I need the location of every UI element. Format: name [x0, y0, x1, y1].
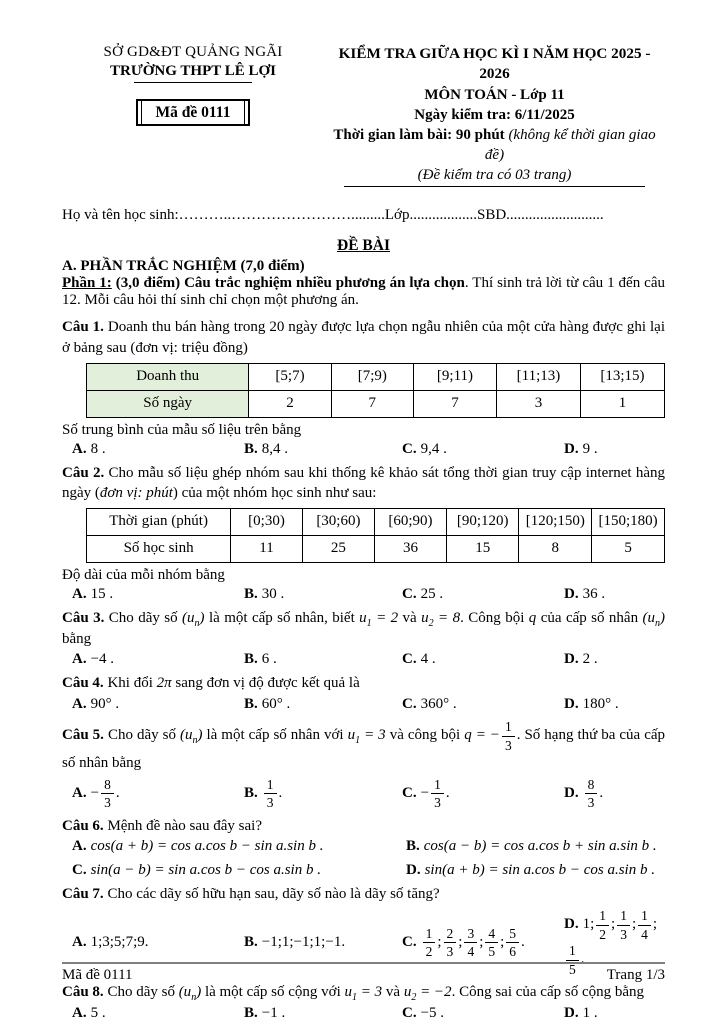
option-a: [72, 586, 244, 603]
option-d: [564, 1005, 665, 1022]
option-letter: B.: [244, 1004, 258, 1021]
question-8-stem: [62, 982, 665, 1003]
question-2-text: Cho mẫu số liệu ghép nhóm sau khi thống kê khảo sát tổng thời gian truy cập internet hàng ngày (: [62, 464, 665, 502]
option-value: 2 .: [582, 651, 598, 668]
question-6-options: [62, 838, 665, 879]
question-5-text4: . Số hạng thứ ba của cấp số nhân bằng: [62, 726, 666, 771]
part1-bold: (3,0 điểm) Câu trắc nghiệm nhiều phương án lựa chọn: [111, 275, 465, 292]
question-4-label: Câu 4.: [62, 675, 104, 692]
student-info-line: Họ và tên học sinh:………..…………………….........Lớp..................SBD..........................: [62, 207, 604, 224]
option-c: [402, 696, 564, 713]
table-cell: [150;180): [592, 508, 665, 535]
footer-exam-code: Mã đề 0111: [62, 967, 133, 983]
table-cell: 3: [497, 390, 581, 417]
question-7-text: Cho các dãy số hữu hạn sau, dãy số nào là dãy số tăng?: [107, 886, 440, 903]
question-7-stem: [62, 884, 665, 905]
option-letter: A.: [72, 784, 87, 801]
fraction: $\frac{1}{5}$: [566, 943, 579, 976]
exam-code-box: [136, 99, 250, 126]
exam-title-line2: MÔN TOÁN - Lớp 11: [424, 86, 565, 103]
exam-date-line: Ngày kiểm tra: 6/11/2025: [414, 106, 575, 123]
option-letter: B.: [244, 696, 258, 712]
question-2-stem2: Độ dài của mỗi nhóm bằng: [62, 566, 225, 583]
option-value: 30 .: [261, 585, 285, 602]
option-a: [72, 651, 244, 668]
option-letter: C.: [402, 440, 417, 457]
question-5-text3: và công bội: [385, 726, 465, 743]
option-c: [402, 441, 564, 458]
table-cell: [120;150): [519, 508, 592, 535]
math-q: q: [528, 609, 537, 626]
option-value: 90° .: [90, 696, 120, 712]
option-c: [402, 1005, 564, 1022]
table-cell: 5: [592, 535, 665, 562]
question-1-text: Doanh thu bán hàng trong 20 ngày được lựa chọn ngẫu nhiên của một cửa hàng được ghi lại ở bảng sau (đơn vị: triệu đồng): [62, 319, 665, 356]
option-letter: B.: [244, 440, 258, 457]
table-cell: 1: [580, 390, 664, 417]
option-letter: C.: [402, 933, 417, 950]
exam-body-title: ĐỀ BÀI: [337, 237, 390, 255]
option-value: 9 .: [582, 440, 598, 457]
q1-table-row-label: Số ngày: [87, 390, 249, 417]
separator: ;: [611, 916, 616, 932]
question-2-stem: [62, 463, 665, 504]
duration-note: (không kể thời gian giao đề): [484, 126, 656, 163]
option-c: [402, 586, 564, 603]
option-letter: B.: [244, 933, 258, 950]
header-rule: [344, 186, 644, 187]
part1-rest: . Thí sinh trả lời từ câu 1 đến câu 12. Mỗi câu hỏi thí sinh chỉ chọn một phương án.: [62, 275, 665, 309]
fraction: $\frac{1}{3}$: [431, 777, 444, 810]
option-a: [72, 696, 244, 713]
option-a: [72, 776, 244, 811]
option-b: [244, 776, 402, 811]
table-cell: [30;60): [302, 508, 374, 535]
question-5-text: Cho dãy số: [107, 726, 180, 743]
option-value: 5 .: [90, 1004, 106, 1021]
question-6-text: Mệnh đề nào sau đây sai?: [107, 817, 262, 834]
option-value: −5 .: [420, 1004, 445, 1021]
question-1-stem: [62, 317, 665, 358]
fraction: $\frac{2}{3}$: [444, 926, 457, 959]
option-value: −1 .: [261, 1004, 286, 1021]
option-letter: D.: [564, 916, 579, 932]
fraction: $\frac{1}{4}$: [638, 908, 651, 941]
question-5-stem: [62, 718, 665, 774]
option-letter: C.: [402, 696, 417, 712]
q1-table-row-label: Doanh thu: [87, 363, 249, 390]
table-cell: 36: [374, 535, 446, 562]
question-3-stem: [62, 608, 665, 649]
question-1-label: Câu 1.: [62, 319, 104, 336]
option-letter: D.: [406, 862, 421, 879]
table-cell: 25: [302, 535, 374, 562]
question-3-text: Cho dãy số: [108, 609, 183, 626]
option-value: −4 .: [90, 651, 115, 668]
option-letter: C.: [72, 862, 87, 879]
q1-table-header-row: [87, 363, 665, 390]
question-8-text3: và: [382, 984, 404, 1001]
question-3-text3: và: [398, 609, 422, 626]
header-right: [324, 44, 665, 187]
option-value: 36 .: [582, 585, 606, 602]
option-letter: A.: [72, 696, 87, 712]
question-3-text4: . Công bội: [460, 609, 529, 626]
option-value: 25 .: [420, 585, 444, 602]
exam-code-label: Mã đề 0111: [141, 100, 246, 125]
option-letter: A.: [72, 440, 87, 457]
fraction: $\frac{8}{3}$: [101, 777, 114, 810]
option-c: [402, 925, 564, 960]
option-b: [244, 586, 402, 603]
table-cell: [5;7): [249, 363, 331, 390]
question-8-text2: là một cấp số cộng với: [201, 984, 345, 1001]
question-1-stem2: Số trung bình của mẫu số liệu trên bằng: [62, 421, 302, 438]
q1-table: [86, 363, 665, 418]
q2-table-row-label: Số học sinh: [87, 535, 231, 562]
question-2-options: [62, 586, 665, 603]
math-u2: $u_2 = 8$: [421, 609, 461, 629]
math-u1: $u_1 = 3$: [347, 726, 386, 746]
option-letter: C.: [402, 1004, 417, 1021]
option-d: [564, 651, 665, 668]
option-value: 180° .: [582, 696, 619, 712]
q2-table-data-row: [87, 535, 665, 562]
table-cell: 8: [519, 535, 592, 562]
header-left: [62, 44, 324, 187]
option-letter: B.: [244, 651, 258, 668]
option-value: cos(a + b) = cos a.cos b − sin a.sin b .: [90, 838, 324, 855]
option-end: .: [521, 933, 525, 950]
question-5-label: Câu 5.: [62, 726, 104, 743]
option-value: sin(a + b) = sin a.cos b − cos a.sin b .: [424, 862, 655, 879]
separator: ;: [500, 933, 505, 950]
option-end: .: [580, 951, 585, 967]
exam-duration-line: [324, 125, 665, 165]
option-end: .: [445, 784, 450, 801]
option-value: sin(a − b) = sin a.cos b − cos a.sin b .: [90, 862, 321, 879]
math-2pi: 2π: [156, 675, 172, 692]
math-un2: $(u_n)$: [642, 609, 666, 629]
fraction: $\frac{4}{5}$: [485, 926, 498, 959]
option-letter: D.: [564, 784, 579, 801]
option-letter: B.: [406, 838, 420, 855]
math-un: $(u_n)$: [182, 609, 205, 629]
option-b: [244, 651, 402, 668]
option-a: [72, 441, 244, 458]
question-5-text2: là một cấp số nhân với: [202, 726, 348, 743]
table-cell: 15: [447, 535, 519, 562]
separator: ;: [479, 933, 484, 950]
option-d: [406, 862, 665, 879]
option-letter: A.: [72, 933, 87, 950]
question-3-text5: của cấp số nhân: [536, 609, 643, 626]
option-d: [564, 696, 665, 713]
question-3-text2: là một cấp số nhân, biết: [204, 609, 360, 626]
option-letter: D.: [564, 440, 579, 457]
exam-title-line1: KIỂM TRA GIỮA HỌC KÌ I NĂM HỌC 2025 - 2026: [338, 45, 651, 83]
option-c: [402, 776, 564, 811]
question-2-unit: đơn vị: phút: [99, 485, 173, 502]
option-value: 360° .: [420, 696, 457, 712]
fraction: $\frac{5}{6}$: [506, 926, 519, 959]
question-8-text: Cho dãy số: [107, 984, 179, 1001]
school-name: TRƯỜNG THPT LÊ LỢI: [109, 63, 276, 79]
option-value: 1 .: [582, 1004, 598, 1021]
table-cell: 2: [249, 390, 331, 417]
option-value: 15 .: [90, 585, 114, 602]
table-cell: [90;120): [447, 508, 519, 535]
table-cell: [7;9): [331, 363, 413, 390]
option-value: 8 .: [90, 440, 106, 457]
question-3-text6: bằng: [62, 630, 92, 647]
question-6-label: Câu 6.: [62, 817, 104, 834]
question-4-stem: [62, 673, 665, 694]
option-letter: C.: [402, 784, 417, 801]
question-2-text2: ) của một nhóm học sinh như sau:: [172, 485, 377, 502]
duration-bold: Thời gian làm bài: 90 phút: [333, 126, 505, 143]
option-b: [244, 696, 402, 713]
q1-table-data-row: [87, 390, 665, 417]
q2-table-row-label: Thời gian (phút): [87, 508, 231, 535]
page-footer: [62, 962, 665, 984]
table-cell: [60;90): [374, 508, 446, 535]
option-d: [564, 776, 665, 811]
option-value: 1;3;5;7;9.: [90, 933, 149, 950]
option-letter: B.: [244, 784, 258, 801]
question-8-options: [62, 1005, 665, 1022]
option-a: [72, 838, 406, 855]
option-end: .: [599, 784, 604, 801]
fraction: $\frac{3}{4}$: [464, 926, 477, 959]
option-letter: A.: [72, 1004, 87, 1021]
option-b: [406, 838, 665, 855]
question-4-text: Khi đổi: [107, 675, 157, 692]
fraction: $\frac{1}{2}$: [596, 908, 609, 941]
option-d: [564, 586, 665, 603]
option-letter: A.: [72, 651, 87, 668]
option-end: .: [115, 784, 120, 801]
option-letter: D.: [564, 585, 579, 602]
table-cell: 7: [413, 390, 496, 417]
separator: ;: [652, 916, 658, 932]
option-b: [244, 441, 402, 458]
option-value: −1;1;−1;1;−1.: [261, 933, 346, 950]
math-q-eq: q = −: [464, 726, 500, 743]
option-value: 4 .: [420, 651, 436, 668]
footer-page-number: Trang 1/3: [606, 967, 665, 983]
option-value: 8,4 .: [261, 440, 289, 457]
option-letter: D.: [564, 651, 579, 668]
option-b: [244, 1005, 402, 1022]
question-3-options: [62, 651, 665, 668]
fraction: $\frac{1}{3}$: [617, 908, 630, 941]
question-1-options: [62, 441, 665, 458]
fraction-sign: −: [90, 784, 100, 801]
option-letter: B.: [244, 585, 258, 602]
question-5-options: [62, 776, 665, 811]
option-value: 6 .: [261, 651, 277, 668]
separator: ;: [437, 933, 442, 950]
option-letter: C.: [402, 651, 417, 668]
question-7-label: Câu 7.: [62, 886, 104, 903]
math-u2: $u_2 = -2$: [403, 984, 452, 1004]
table-cell: [0;30): [231, 508, 303, 535]
fraction: $\frac{1}{3}$: [264, 777, 277, 810]
exam-header: [62, 44, 665, 187]
separator: ;: [458, 933, 463, 950]
table-cell: [11;13): [497, 363, 581, 390]
question-8-label: Câu 8.: [62, 984, 104, 1001]
q2-table: [86, 508, 665, 563]
question-4-options: [62, 696, 665, 713]
section-a-heading: A. PHẦN TRẮC NGHIỆM (7,0 điểm): [62, 258, 305, 275]
math-u1: $u_1 = 2$: [359, 609, 399, 629]
option-letter: A.: [72, 585, 87, 602]
option-letter: C.: [402, 585, 417, 602]
option-value: 9,4 .: [420, 440, 447, 457]
question-6-stem: [62, 816, 665, 837]
department-name: SỞ GD&ĐT QUẢNG NGÃI: [103, 44, 283, 60]
part1-intro: [62, 275, 665, 309]
q2-table-header-row: [87, 508, 665, 535]
pages-note: (Đề kiểm tra có 03 trang): [417, 167, 572, 184]
option-letter: A.: [72, 838, 87, 855]
question-4-text2: sang đơn vị độ được kết quả là: [171, 675, 360, 692]
math-un: $(u_n)$: [178, 984, 202, 1004]
fraction: $\frac{1}{3}$: [502, 719, 515, 752]
table-cell: 11: [231, 535, 303, 562]
option-a: [72, 1005, 244, 1022]
part1-label: Phần 1:: [62, 275, 112, 292]
option-letter: D.: [564, 1004, 579, 1021]
option-c: [72, 862, 406, 879]
option-letter: D.: [564, 696, 579, 712]
table-cell: [13;15): [580, 363, 664, 390]
question-8-text4: . Công sai của cấp số cộng bằng: [451, 984, 645, 1001]
question-3-label: Câu 3.: [62, 609, 105, 626]
option-value: cos(a − b) = cos a.cos b + sin a.sin b .: [423, 838, 657, 855]
option-value: 60° .: [261, 696, 291, 712]
option-a: [72, 934, 244, 951]
fraction-sign: −: [420, 784, 430, 801]
fraction: $\frac{8}{3}$: [585, 777, 598, 810]
fraction: $\frac{1}{2}$: [423, 926, 436, 959]
option-end: .: [278, 784, 283, 801]
math-u1: $u_1 = 3$: [344, 984, 383, 1004]
math-un: $(u_n)$: [179, 726, 203, 746]
table-cell: 7: [331, 390, 413, 417]
table-cell: [9;11): [413, 363, 496, 390]
option-d: [564, 441, 665, 458]
option-b: [244, 934, 402, 951]
question-2-label: Câu 2.: [62, 464, 105, 481]
option-lead: 1;: [582, 916, 595, 932]
separator: ;: [631, 916, 637, 932]
option-c: [402, 651, 564, 668]
